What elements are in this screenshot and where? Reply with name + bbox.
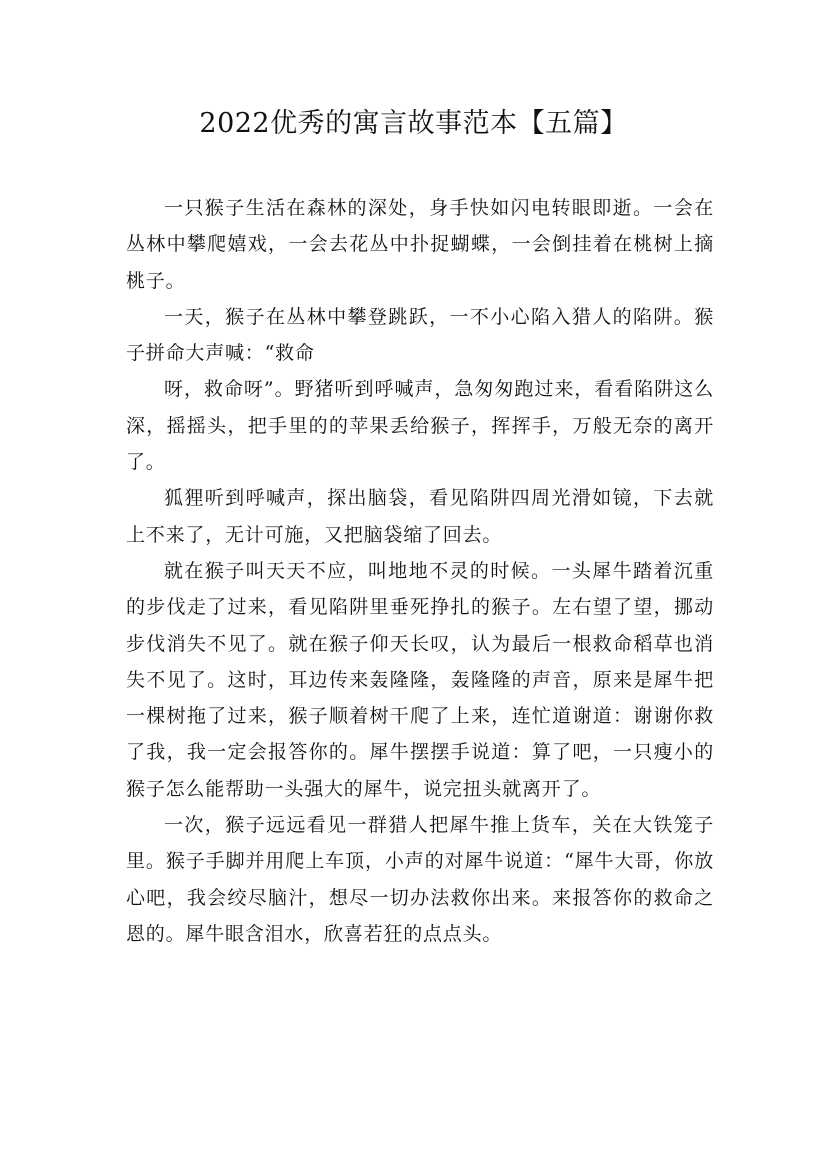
paragraph-5: 就在猴子叫天天不应，叫地地不灵的时候。一头犀牛踏着沉重的步伐走了过来，看见陷阱里垂死挣扎的猴子。左右望了望，挪动步伐消失不见了。就在猴子仰天长叹，认为最后一根救命稻草也消失不见了。这时，耳边传来轰隆隆，轰隆隆的声音，原来是犀牛把一棵树拖了过来，猴子顺着树干爬了上来，连忙道谢道：谢谢你救了我，我一定会报答你的。犀牛摆摆手说道：算了吧，一只瘦小的猴子怎么能帮助一头强大的犀牛，说完扭头就离开了。 <box>126 559 714 800</box>
document-title: 2022优秀的寓言故事范本【五篇】 <box>199 108 628 139</box>
paragraph-6: 一次，猴子远远看见一群猎人把犀牛推上货车，关在大铁笼子里。猴子手脚并用爬上车顶，小声的对犀牛说道：“犀牛大哥，你放心吧，我会绞尽脑汁，想尽一切办法救你出来。来报答你的救命之恩的。犀牛眼含泪水，欣喜若狂的点点头。 <box>126 814 714 945</box>
paragraph-3: 呀，救命呀”。野猪听到呼喊声，急匆匆跑过来，看看陷阱这么深，摇摇头，把手里的的苹果丢给猴子，挥挥手，万般无奈的离开了。 <box>126 378 714 474</box>
document-body <box>126 190 714 952</box>
paragraph-1: 一只猴子生活在森林的深处，身手快如闪电转眼即逝。一会在丛林中攀爬嬉戏，一会去花丛中扑捉蝴蝶，一会倒挂着在桃树上摘桃子。 <box>126 197 714 292</box>
paragraph-2: 一天，猴子在丛林中攀登跳跃，一不小心陷入猎人的陷阱。猴子拼命大声喊：“救命 <box>126 305 714 365</box>
paragraph-4: 狐狸听到呼喊声，探出脑袋，看见陷阱四周光滑如镜，下去就上不来了，无计可施，又把脑袋缩了回去。 <box>126 487 714 546</box>
